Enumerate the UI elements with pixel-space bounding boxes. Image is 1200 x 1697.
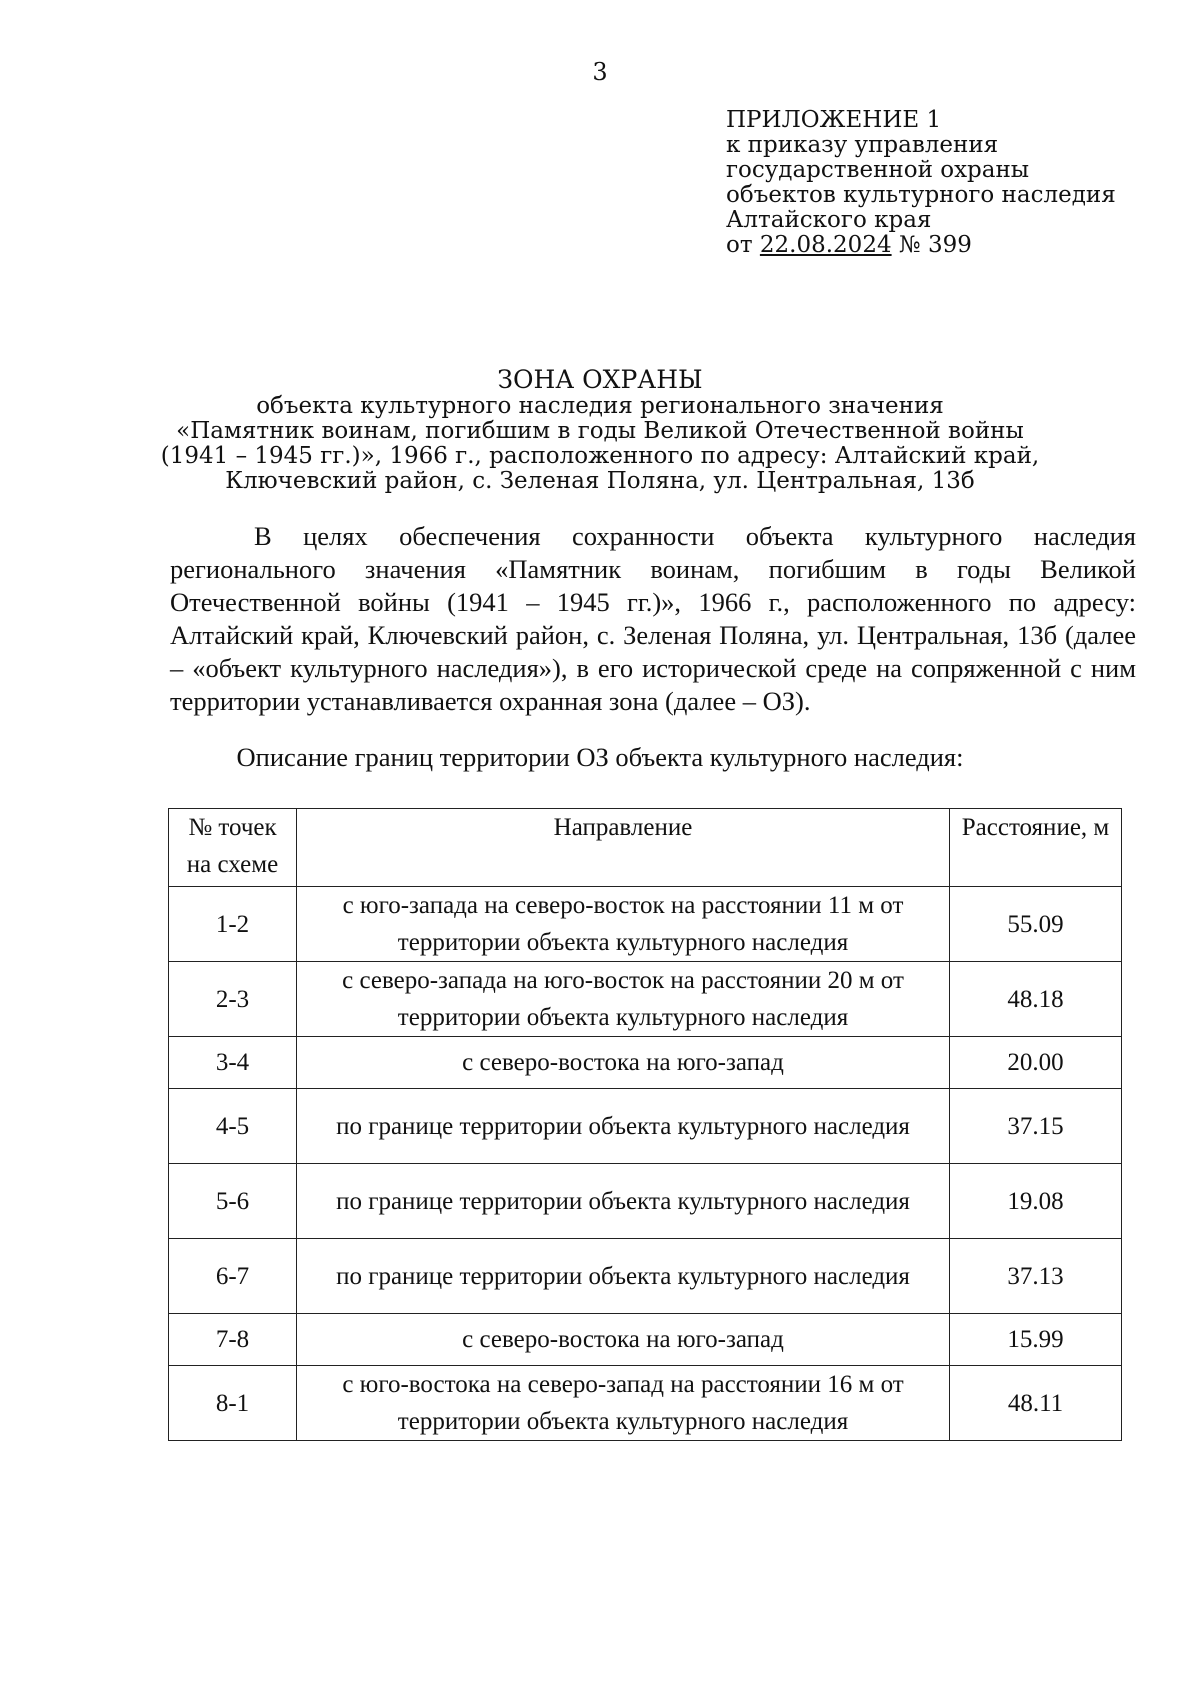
- cell-direction: по границе территории объекта культурного наследия: [297, 1089, 950, 1164]
- cell-direction: с северо-запада на юго-восток на расстоянии 20 м от территории объекта культурного наследия: [297, 962, 950, 1037]
- zone-heading: [0, 366, 1200, 494]
- cell-distance: 55.09: [950, 887, 1122, 962]
- cell-direction: с юго-запада на северо-восток на расстоянии 11 м от территории объекта культурного наследия: [297, 887, 950, 962]
- table-row: [169, 1164, 1122, 1239]
- appendix-line: объектов культурного наследия: [726, 182, 1116, 208]
- zone-title: ЗОНА ОХРАНЫ: [497, 365, 703, 394]
- cell-points: 6-7: [169, 1239, 297, 1314]
- table-row: [169, 1239, 1122, 1314]
- table-row: [169, 1037, 1122, 1089]
- zone-line: (1941 – 1945 гг.)», 1966 г., расположенного по адресу: Алтайский край,: [160, 443, 1040, 469]
- cell-distance: 19.08: [950, 1164, 1122, 1239]
- cell-distance: 20.00: [950, 1037, 1122, 1089]
- header-distance: Расстояние, м: [950, 809, 1122, 887]
- cell-direction: по границе территории объекта культурного наследия: [297, 1164, 950, 1239]
- cell-distance: 48.18: [950, 962, 1122, 1037]
- table-row: [169, 887, 1122, 962]
- cell-points: 2-3: [169, 962, 297, 1037]
- date-prefix: от: [726, 232, 753, 258]
- appendix-line: к приказу управления: [726, 132, 999, 158]
- appendix-block: [726, 108, 1116, 258]
- appendix-line: Алтайского края: [726, 207, 932, 233]
- cell-distance: 48.11: [950, 1366, 1122, 1441]
- cell-points: 4-5: [169, 1089, 297, 1164]
- zone-line: «Памятник воинам, погибшим в годы Великой Отечественной войны: [176, 418, 1024, 444]
- appendix-title: ПРИЛОЖЕНИЕ 1: [726, 107, 942, 133]
- order-date: 22.08.2024: [759, 232, 892, 258]
- cell-points: 3-4: [169, 1037, 297, 1089]
- cell-direction: с северо-востока на юго-запад: [297, 1037, 950, 1089]
- page-number: 3: [592, 58, 608, 86]
- table-row: [169, 1089, 1122, 1164]
- cell-direction: с юго-востока на северо-запад на расстоянии 16 м от территории объекта культурного наследия: [297, 1366, 950, 1441]
- header-direction: Направление: [297, 809, 950, 887]
- body-paragraph: В целях обеспечения сохранности объекта культурного наследия регионального значения «Памятник воинам, погибшим в годы Великой Отечественной войны (1941 – 1945 гг.)», 1966 г., расположенного по адресу: Алтайский край, Ключевский район, с. Зеленая Поляна, ул. Центральная, 13б (далее – «объект культурного наследия»), в его исторической среде на сопряженной с ним территории устанавливается охранная зона (далее – ОЗ).: [170, 521, 1136, 716]
- cell-points: 1-2: [169, 887, 297, 962]
- cell-points: 7-8: [169, 1314, 297, 1366]
- cell-distance: 37.13: [950, 1239, 1122, 1314]
- appendix-line: государственной охраны: [726, 157, 1030, 183]
- cell-direction: с северо-востока на юго-запад: [297, 1314, 950, 1366]
- table-row: [169, 962, 1122, 1037]
- cell-distance: 15.99: [950, 1314, 1122, 1366]
- boundary-table: [168, 808, 1122, 1441]
- zone-line: Ключевский район, с. Зеленая Поляна, ул. Центральная, 13б: [225, 468, 975, 494]
- cell-direction: по границе территории объекта культурного наследия: [297, 1239, 950, 1314]
- table-row: [169, 1314, 1122, 1366]
- appendix-date-line: [726, 233, 1116, 258]
- table-caption: Описание границ территории ОЗ объекта культурного наследия:: [236, 742, 964, 772]
- cell-distance: 37.15: [950, 1089, 1122, 1164]
- table-header-row: [169, 809, 1122, 887]
- header-points: № точек на схеме: [169, 809, 297, 887]
- order-number: № 399: [898, 232, 972, 258]
- cell-points: 5-6: [169, 1164, 297, 1239]
- zone-line: объекта культурного наследия регионального значения: [256, 393, 944, 419]
- cell-points: 8-1: [169, 1366, 297, 1441]
- table-row: [169, 1366, 1122, 1441]
